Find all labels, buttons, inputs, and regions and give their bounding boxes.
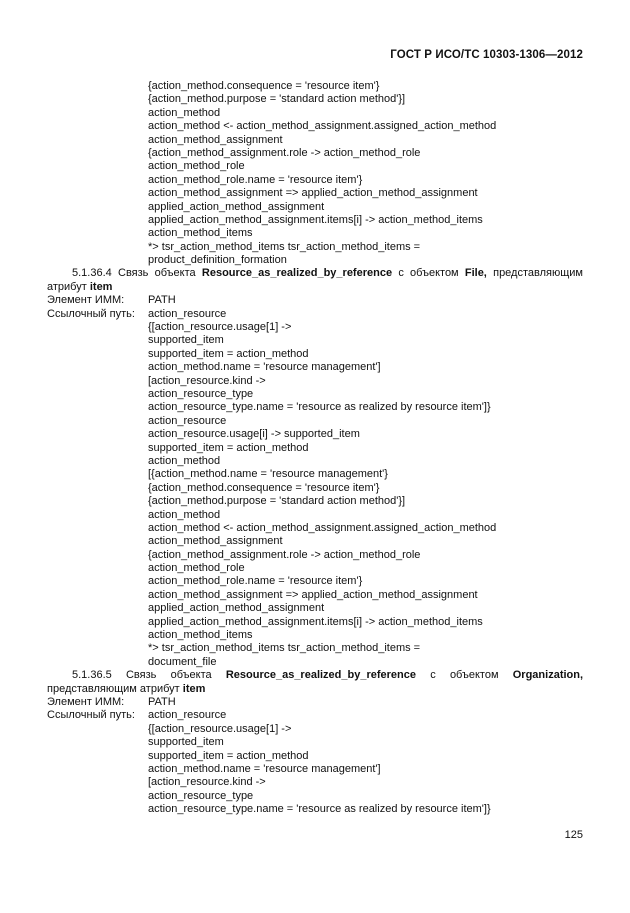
code-line: *> tsr_action_method_items tsr_action_method_items = [148,642,421,655]
code-line: action_method_items [148,227,253,240]
code-line: action_method_assignment => applied_action_method_assignment [148,588,478,601]
page-number: 125 [564,829,583,841]
code-line: applied_action_method_assignment [148,602,325,615]
code-line: {[action_resource.usage[1] -> [148,722,292,735]
code-line: action_method <- action_method_assignment.assigned_action_method [148,521,497,534]
section-5-1-36-5-heading [47,669,583,696]
code-line: applied_action_method_assignment.items[i] -> action_method_items [148,615,483,628]
code-line: action_resource [148,709,227,722]
code-line: [action_resource.kind -> [148,374,266,387]
code-line: [action_resource.kind -> [148,776,266,789]
reference-path-block-3 [148,709,491,816]
code-line: {action_method.purpose = 'standard action method'}] [148,495,406,508]
code-line: action_method_role.name = 'resource item'} [148,173,363,186]
section-text: представляющим атрибут [47,267,583,293]
code-line: applied_action_method_assignment.items[i] -> action_method_items [148,213,483,226]
code-line: applied_action_method_assignment [148,200,325,213]
code-line: action_method_role [148,562,245,575]
code-line: action_resource_type.name = 'resource as realized by resource item']} [148,401,491,414]
code-line: action_method [148,106,221,119]
element-value: PATH [148,294,176,307]
entity-name: Resource_as_realized_by_reference [201,267,393,280]
code-line: supported_item = action_method [148,347,309,360]
code-line: [{action_method.name = 'resource management'} [148,468,388,481]
code-line: {action_method.purpose = 'standard action method'}] [148,93,406,106]
code-line: supported_item = action_method [148,749,309,762]
reference-path-label: Ссылочный путь: [47,709,135,722]
code-line: action_method [148,508,221,521]
code-line: {action_method.consequence = 'resource item'} [148,80,380,92]
code-line: action_method_assignment [148,133,283,146]
code-line: action_resource_type [148,388,254,401]
code-line: action_resource [148,414,227,427]
code-line: action_method.name = 'resource management'] [148,762,381,775]
section-text: Связь объекта [118,267,196,280]
element-row [47,294,583,307]
section-text: с объектом [430,669,499,682]
code-line: action_method_assignment [148,535,283,548]
code-line: action_method_assignment => applied_action_method_assignment [148,187,478,200]
entity-name: Resource_as_realized_by_reference [225,669,417,682]
reference-path-label: Ссылочный путь: [47,307,135,320]
code-line: {action_method_assignment.role -> action_method_role [148,548,421,561]
section-text: с объектом [398,267,459,280]
code-line: action_method_role.name = 'resource item'} [148,575,363,588]
code-line: document_file [148,655,217,668]
code-line: action_resource_type [148,789,254,802]
element-label: Элемент ИММ: [47,294,125,307]
attribute-name: item [182,682,206,695]
code-line: action_resource [148,307,227,320]
code-line: {[action_resource.usage[1] -> [148,321,292,334]
code-line: action_method_role [148,160,245,173]
section-5-1-36-4-heading [47,267,583,294]
section-number: 5.1.36.5 [72,669,112,682]
page-content [47,80,583,817]
code-line: action_method_items [148,629,253,642]
code-line: {action_method.consequence = 'resource item'} [148,481,380,494]
code-line: product_definition_formation [148,254,287,267]
reference-path-row [47,709,583,816]
code-line: action_method [148,454,221,467]
code-line: action_method <- action_method_assignment.assigned_action_method [148,120,497,133]
code-line: action_method.name = 'resource management'] [148,361,381,374]
code-line: supported_item [148,334,224,347]
reference-path-block-1 [148,80,583,267]
code-line: supported_item [148,736,224,749]
attribute-name: item [89,280,113,293]
target-entity: File, [464,267,487,280]
element-value: PATH [148,696,176,709]
code-line: {action_method_assignment.role -> action_method_role [148,146,421,159]
code-line: *> tsr_action_method_items tsr_action_method_items = [148,240,421,253]
target-entity: Organization, [512,669,584,682]
code-line: supported_item = action_method [148,441,309,454]
code-line: action_resource_type.name = 'resource as realized by resource item']} [148,803,491,816]
section-text: представляющим атрибут [47,682,180,695]
element-label: Элемент ИММ: [47,696,125,709]
code-line: action_resource.usage[i] -> supported_item [148,428,360,441]
reference-path-block-2 [148,308,496,670]
section-text: Связь объекта [125,669,212,682]
element-row [47,696,583,709]
reference-path-row [47,308,583,670]
section-number: 5.1.36.4 [72,267,112,280]
document-header: ГОСТ Р ИСО/ТС 10303-1306—2012 [390,49,583,61]
